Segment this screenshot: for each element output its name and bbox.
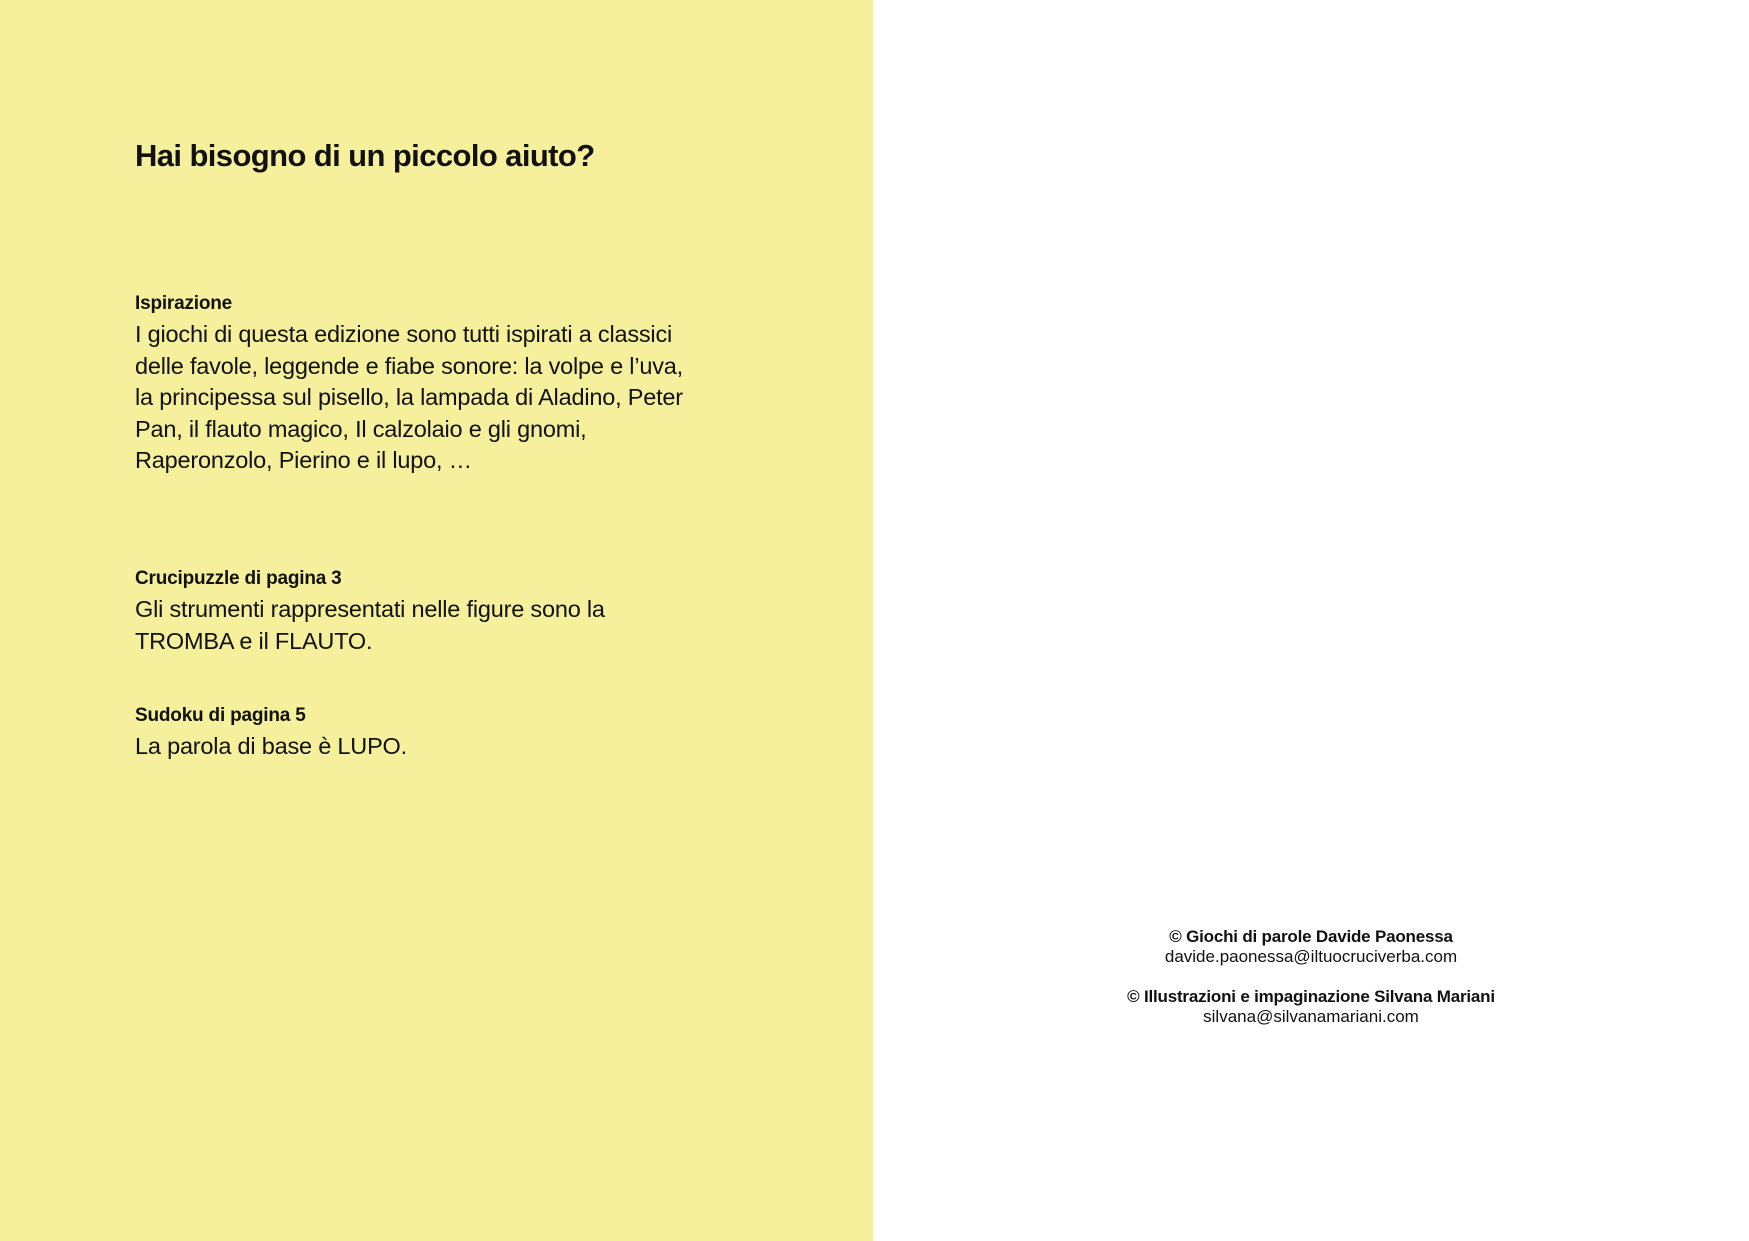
credit-email: silvana@silvanamariani.com [1203,1007,1419,1026]
credit-title: © Illustrazioni e impaginazione Silvana Mariani [1127,987,1495,1006]
credit-illustrazioni [873,987,1749,1027]
section-ispirazione [135,291,695,477]
section-sudoku [135,703,695,763]
section-body: I giochi di questa edizione sono tutti ispirati a classici delle favole, leggende e fiabe sonore: la volpe e l’uva, la principessa sul pisello, la lampada di Aladino, Peter Pan, il flauto magico, Il calzolaio e gli gnomi, Raperonzolo, Pierino e il lupo, … [135,321,683,473]
section-heading: Ispirazione [135,293,233,314]
credit-giochi [873,927,1749,967]
section-body: La parola di base è LUPO. [135,733,407,759]
section-body: Gli strumenti rappresentati nelle figure sono la TROMBA e il FLAUTO. [135,596,605,654]
section-heading: Crucipuzzle di pagina 3 [135,568,342,589]
right-page [873,0,1749,1241]
section-crucipuzzle [135,566,695,657]
credit-title: © Giochi di parole Davide Paonessa [1169,927,1453,946]
section-heading: Sudoku di pagina 5 [135,705,306,726]
page-title: Hai bisogno di un piccolo aiuto? [135,138,595,173]
left-page [0,0,873,1241]
credit-email: davide.paonessa@iltuocruciverba.com [1164,947,1458,966]
